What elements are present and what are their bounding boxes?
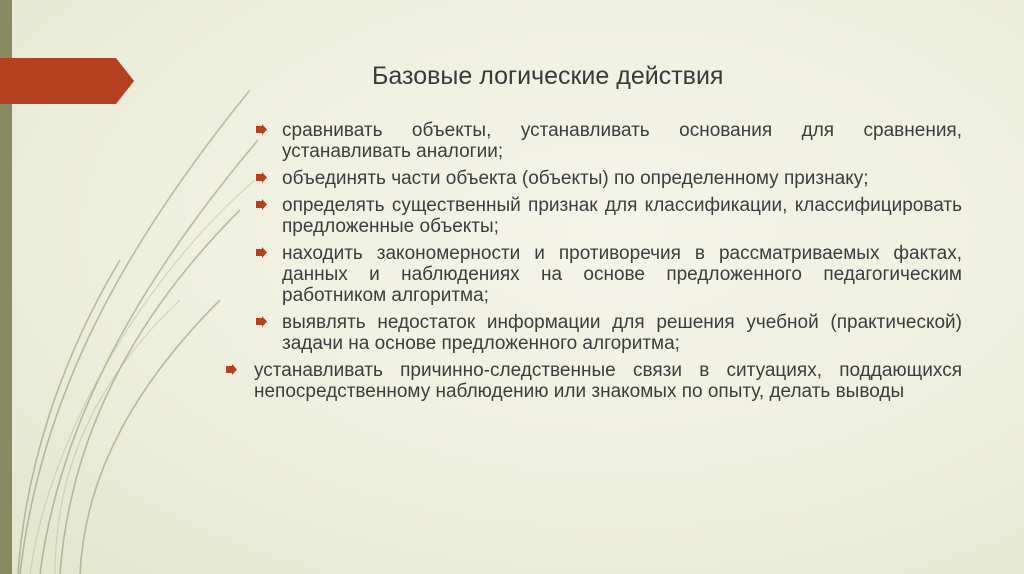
- slide-title: Базовые логические действия: [372, 62, 724, 90]
- arrow-bullet-icon: [226, 364, 237, 375]
- arrow-bullet-icon: [256, 316, 267, 327]
- list-item-text: определять существенный признак для классификации, классифицировать предложенные объекты;: [282, 195, 962, 237]
- list-item: [226, 360, 962, 402]
- content-list: [226, 120, 962, 408]
- list-item-text: объединять части объекта (объекты) по определенному признаку;: [282, 168, 869, 189]
- list-item: [256, 243, 962, 306]
- list-item: [256, 312, 962, 354]
- list-item-text: сравнивать объекты, устанавливать основания для сравнения, устанавливать аналогии;: [282, 120, 962, 162]
- arrow-bullet-icon: [256, 199, 267, 210]
- list-item-text: выявлять недостаток информации для решения учебной (практической) задачи на основе предложенного алгоритма;: [282, 312, 962, 354]
- arrow-bullet-icon: [256, 172, 267, 183]
- list-item: [256, 120, 962, 162]
- list-item: [256, 195, 962, 237]
- title-ribbon: [0, 58, 134, 104]
- list-item: [256, 168, 962, 189]
- arrow-bullet-icon: [256, 124, 267, 135]
- list-item-text: находить закономерности и противоречия в рассматриваемых фактах, данных и наблюдениях на основе предложенного педагогическим работником алгоритма;: [282, 243, 962, 306]
- arrow-bullet-icon: [256, 247, 267, 258]
- list-item-text: устанавливать причинно-следственные связи в ситуациях, поддающихся непосредственному наблюдению или знакомых по опыту, делать выводы: [254, 360, 962, 402]
